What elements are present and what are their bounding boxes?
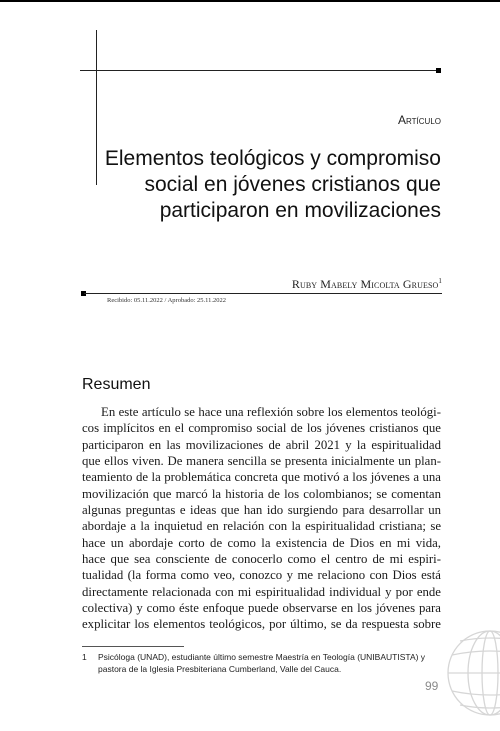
abstract-line: hace un abordaje corto de como la existencia de Dios en mi vida,	[82, 535, 441, 550]
title-line: participaron en movilizaciones	[159, 199, 441, 222]
title-line: Elementos teológicos y compromiso	[104, 147, 441, 170]
abstract-line: directamente relacionada con mi espiritualidad individual y por ende	[82, 584, 441, 599]
abstract-paragraph	[82, 404, 441, 633]
author-footnote-ref: 1	[438, 277, 442, 285]
article-title	[61, 146, 441, 224]
abstract-line: cos implícitos en el compromiso social de los jóvenes cristianos que	[82, 421, 441, 436]
footnote-text: Psicóloga (UNAD), estudiante último semestre Maestría en Teología (UNIBAUTISTA) y pastora de la Iglesia Presbiteriana Cumberland, Valle del Cauca.	[98, 652, 426, 674]
abstract-line: que ellos viven. De manera sencilla se presenta inicialmente un plan-	[82, 454, 441, 469]
abstract-line: abordaje a la inquietud en relación con la espiritualidad cristiana; se	[82, 519, 441, 534]
abstract-heading: Resumen	[82, 376, 151, 393]
decorative-square-marker	[436, 68, 441, 73]
abstract-line: colectiva) y como éste enfoque puede observarse en los jóvenes para	[82, 601, 441, 616]
page-number: 99	[425, 679, 439, 693]
received-approved-dates: Recibido: 05.11.2022 / Aprobado: 25.11.2022	[107, 297, 227, 304]
footnote-number: 1	[82, 652, 87, 662]
footnote	[82, 651, 427, 675]
abstract-line: algunas preguntas e ideas que han ido surgiendo para desarrollar un	[82, 503, 441, 518]
title-line: social en jóvenes cristianos que	[144, 173, 441, 196]
top-border	[0, 0, 500, 2]
footnote-rule	[82, 646, 184, 647]
abstract-line: En este artículo se hace una reflexión sobre los elementos teológi-	[101, 405, 441, 419]
abstract-line: tualidad (la forma como veo, conozco y me relaciono con Dios está	[82, 568, 441, 583]
abstract-line: teamiento de la problemática concreta que motivó a los jóvenes a una	[82, 470, 441, 485]
decorative-horizontal-rule	[80, 70, 438, 71]
abstract-line: participaron en las movilizaciones de abril 2021 y la espiritualidad	[82, 437, 441, 452]
abstract-line: movilización que marcó la historia de los colombianos; se comentan	[82, 486, 441, 501]
author-name: Ruby Mabely Micolta Grueso	[291, 277, 439, 291]
globe-watermark-icon	[438, 615, 500, 731]
abstract-line: hace que sea consciente de conocerlo como el centro de mi espiri-	[82, 552, 441, 567]
author-line	[292, 277, 442, 292]
section-label: Artículo	[398, 113, 441, 127]
abstract-line: explicitar los elementos teológicos, por último, se da respuesta sobre	[82, 617, 441, 632]
decorative-horizontal-rule	[84, 293, 442, 294]
